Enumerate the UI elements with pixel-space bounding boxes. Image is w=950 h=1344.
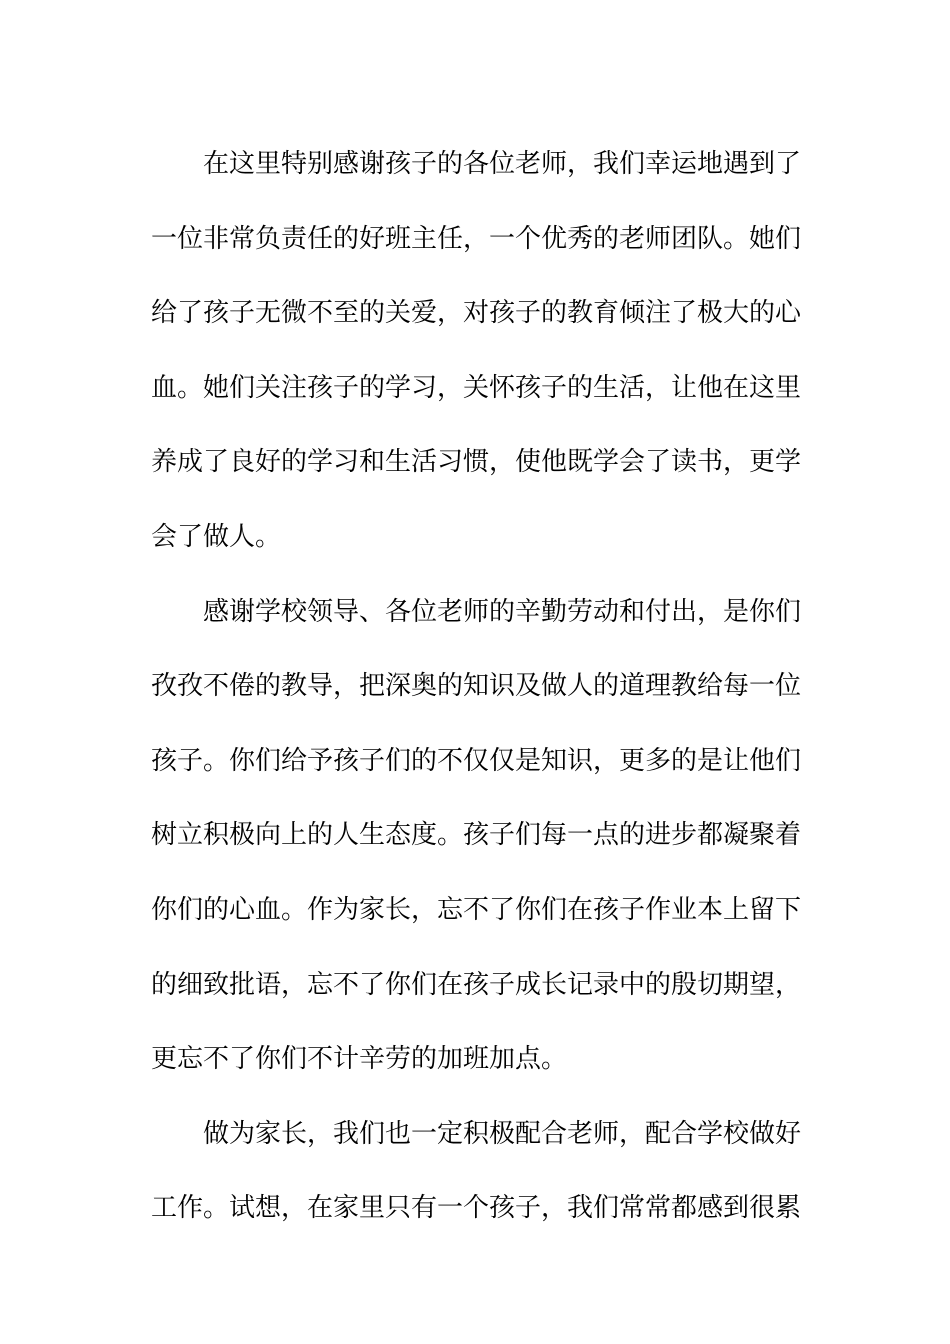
text-line: 养成了良好的学习和生活习惯，使他既学会了读书，更学 bbox=[151, 447, 802, 478]
text-line: 一位非常负责任的好班主任，一个优秀的老师团队。她们 bbox=[151, 223, 802, 254]
text-line: 血。她们关注孩子的学习，关怀孩子的生活，让他在这里 bbox=[151, 372, 802, 403]
text-line: 做为家长，我们也一定积极配合老师，配合学校做好 bbox=[203, 1118, 802, 1149]
text-line: 树立积极向上的人生态度。孩子们每一点的进步都凝聚着 bbox=[151, 820, 802, 851]
text-line: 孜孜不倦的教导，把深奥的知识及做人的道理教给每一位 bbox=[151, 671, 802, 702]
text-line: 感谢学校领导、各位老师的辛勤劳动和付出，是你们 bbox=[203, 596, 802, 627]
text-line: 在这里特别感谢孩子的各位老师，我们幸运地遇到了 bbox=[203, 149, 802, 179]
paragraph-3 bbox=[151, 1097, 802, 1246]
text-line: 给了孩子无微不至的关爱，对孩子的教育倾注了极大的心 bbox=[151, 298, 802, 329]
document-body bbox=[151, 127, 802, 1246]
paragraph-1 bbox=[151, 127, 802, 575]
text-line: 工作。试想，在家里只有一个孩子，我们常常都感到很累 bbox=[151, 1193, 802, 1224]
paragraph-2 bbox=[151, 575, 802, 1097]
text-line: 会了做人。 bbox=[151, 521, 282, 552]
text-line: 你们的心血。作为家长，忘不了你们在孩子作业本上留下 bbox=[151, 894, 802, 925]
text-line: 孩子。你们给予孩子们的不仅仅是知识，更多的是让他们 bbox=[151, 745, 802, 776]
text-line: 的细致批语，忘不了你们在孩子成长记录中的殷切期望， bbox=[151, 969, 802, 1000]
text-line: 更忘不了你们不计辛劳的加班加点。 bbox=[151, 1044, 568, 1075]
